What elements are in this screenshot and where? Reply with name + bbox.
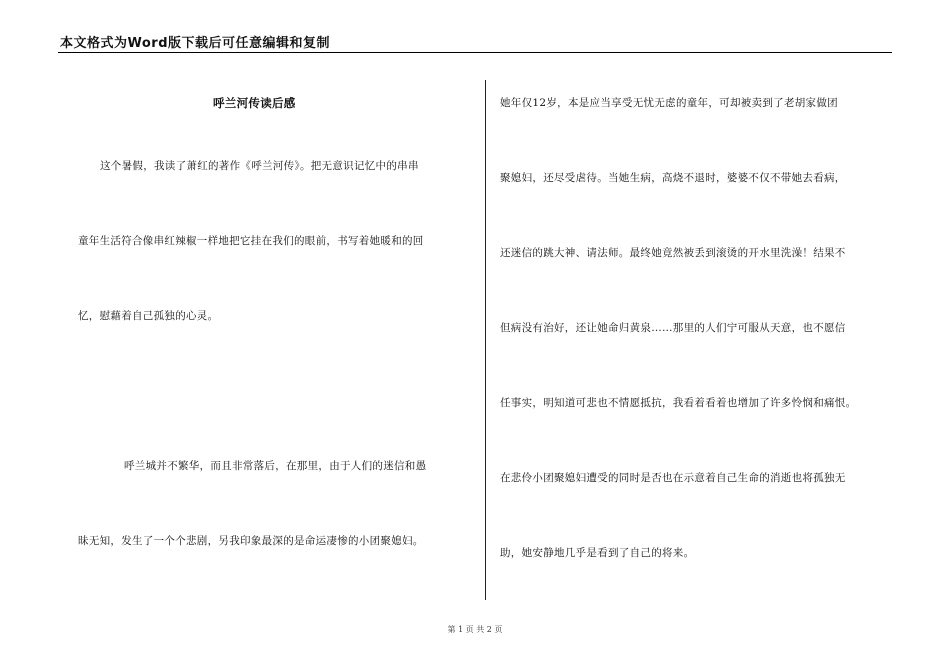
article-title: 呼兰河传读后感 — [213, 96, 296, 110]
column-divider — [485, 80, 486, 600]
paragraph-line: 助，她安静地几乎是看到了自己的将来。 — [500, 547, 695, 559]
page-header — [58, 30, 892, 53]
paragraph-line: 在悲伶小团聚媳妇遭受的同时是否也在示意着自己生命的消逝也将孤独无 — [500, 472, 846, 484]
paragraph-line: 呼兰城并不繁华，而且非常落后，在那里，由于人们的迷信和愚 — [124, 460, 427, 472]
paragraph-line: 任事实，明知道可悲也不情愿抵抗，我看着看着也增加了许多怜悯和痛恨。 — [500, 397, 857, 409]
page-number: 第 1 页 共 2 页 — [447, 625, 503, 634]
paragraph-line: 忆，慰藉着自己孤独的心灵。 — [78, 310, 219, 322]
paragraph-line: 童年生活符合像串红辣椒一样地把它挂在我们的眼前，书写着她暖和的回 — [78, 235, 424, 247]
paragraph-line: 她年仅12岁，本是应当享受无忧无虑的童年，可却被卖到了老胡家做团 — [500, 97, 838, 109]
paragraph-line: 但病没有治好，还让她命归黄泉……那里的人们宁可服从天意，也不愿信 — [500, 322, 846, 334]
header-title: 本文格式为Word版下载后可任意编辑和复制 — [60, 36, 331, 51]
paragraph-line: 这个暑假，我读了萧红的著作《呼兰河传》。把无意识记忆中的串串 — [100, 160, 419, 172]
paragraph-line: 聚媳妇，还尽受虐待。当她生病，高烧不退时，婆婆不仅不带她去看病， — [500, 172, 846, 184]
paragraph-line: 还迷信的跳大神、请法师。最终她竟然被丢到滚烫的开水里洗澡！结果不 — [500, 247, 846, 259]
paragraph-line: 昧无知，发生了一个个悲剧，另我印象最深的是命运凄惨的小团聚媳妇。 — [78, 535, 424, 547]
